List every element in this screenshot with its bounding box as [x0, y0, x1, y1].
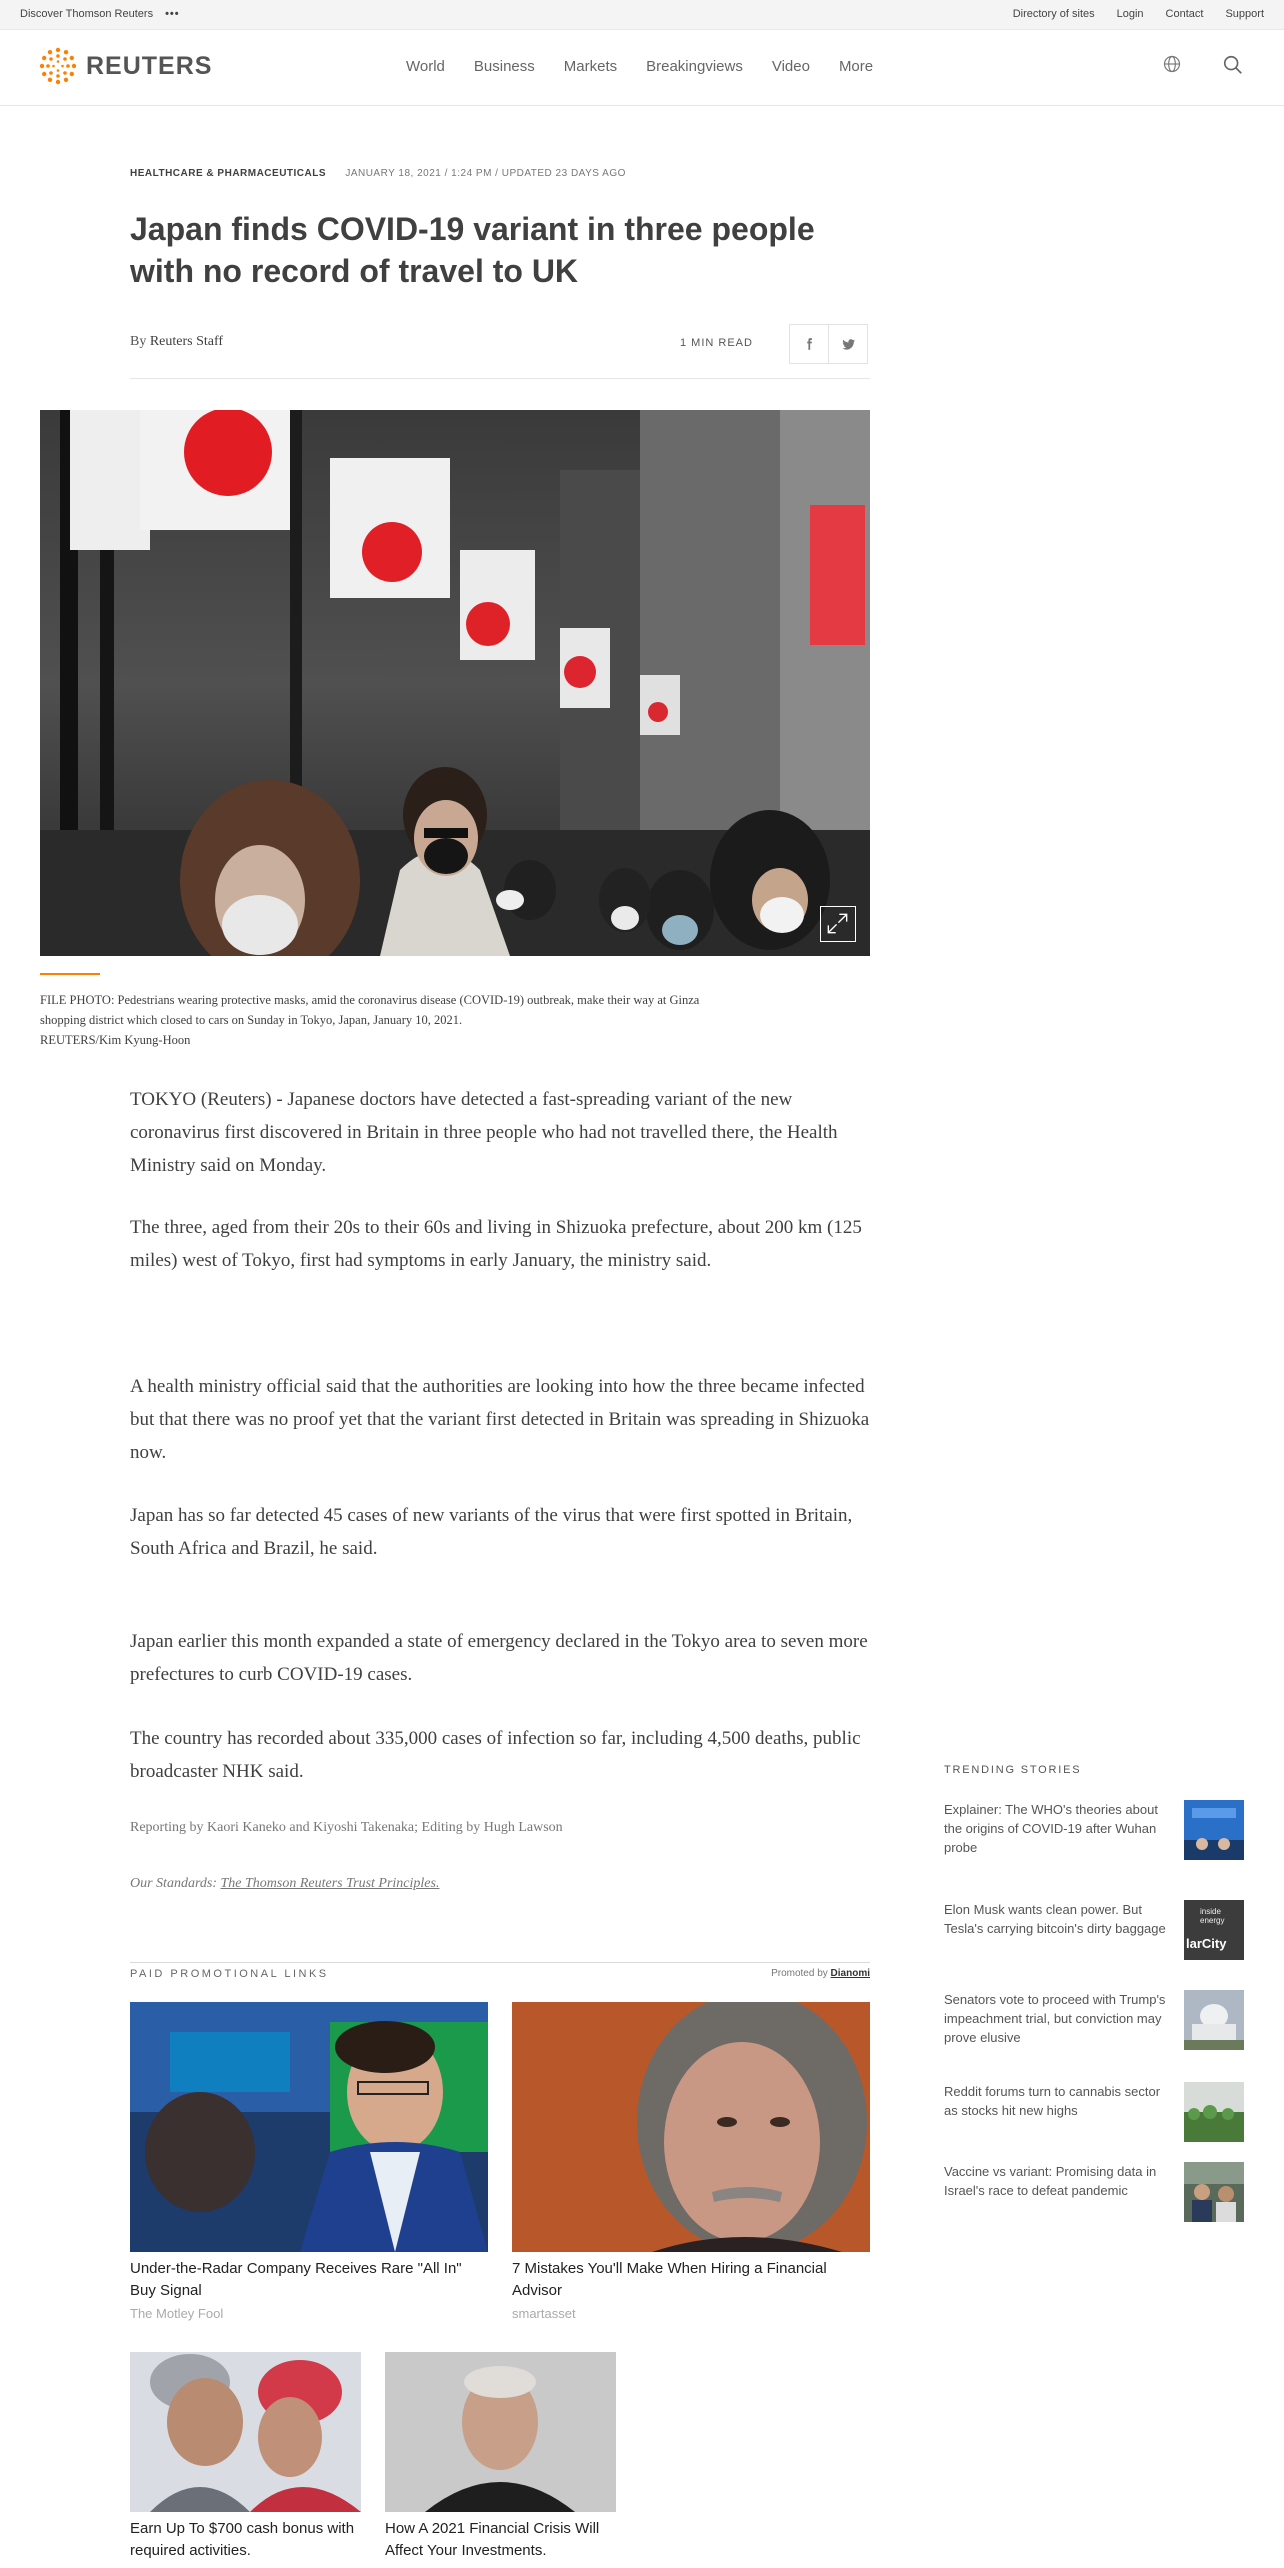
promo-image[interactable]: [512, 2002, 870, 2252]
logo-wordmark: REUTERS: [86, 51, 213, 80]
trending-item[interactable]: [944, 1900, 1244, 1964]
vaccine-clinic-thumb: [1184, 2162, 1244, 2222]
read-time: 1 MIN READ: [680, 337, 753, 349]
section-link[interactable]: HEALTHCARE & PHARMACEUTICALS: [130, 168, 327, 179]
promo-card[interactable]: [385, 2352, 616, 2562]
nav-item-video[interactable]: Video: [771, 58, 810, 75]
trending-thumbnail[interactable]: [1184, 1800, 1244, 1860]
paragraph: The country has recorded about 335,000 cases of infection so far, including 4,500 deaths, public broadcaster NHK said.: [130, 1728, 861, 1782]
twitter-icon: [841, 337, 856, 352]
trending-title[interactable]: Explainer: The WHO's theories about the origins of COVID-19 after Wuhan probe: [944, 1802, 1158, 1855]
article-kicker: [130, 168, 626, 179]
ginza-street-photo: [40, 410, 870, 956]
who-press-thumb: [1184, 1800, 1244, 1860]
promo-card[interactable]: [512, 2002, 870, 2321]
paragraph: Japan has so far detected 45 cases of new variants of the virus that were first spotted in Britain, South Africa and Brazil, he said.: [130, 1505, 853, 1559]
byline: [130, 334, 223, 350]
photo-credit: REUTERS/Kim Kyung-Hoon: [40, 1033, 191, 1047]
header-divider: [130, 378, 870, 379]
nav-item-more[interactable]: More: [838, 58, 874, 75]
trending-thumbnail[interactable]: [1184, 2162, 1244, 2222]
caption-text: FILE PHOTO: Pedestrians wearing protective masks, amid the coronavirus disease (COVID-19) outbreak, make their way at Ginza shopping district which closed to cars on Sunday in Tokyo, Japan, January 10, 2021.: [40, 993, 700, 1027]
trending-thumbnail[interactable]: [1184, 1990, 1244, 2050]
contact-link[interactable]: Contact: [1165, 8, 1204, 20]
share-buttons: [790, 324, 868, 364]
trending-heading: TRENDING STORIES: [944, 1764, 1082, 1776]
promo-divider: [130, 1962, 870, 1963]
thumb-text: energy: [1200, 1916, 1225, 1925]
facebook-share-button[interactable]: [789, 324, 829, 364]
photo-caption: [40, 990, 700, 1050]
promo-card[interactable]: [130, 2352, 361, 2562]
nav-item-breakingviews[interactable]: Breakingviews: [646, 58, 743, 75]
trending-item[interactable]: [944, 1800, 1244, 1864]
promoted-by: [771, 1968, 870, 1979]
promoted-by-label: Promoted by: [771, 1968, 828, 1979]
reuters-logo[interactable]: [38, 46, 212, 86]
reporting-credit: Reporting by Kaori Kaneko and Kiyoshi Takenaka; Editing by Hugh Lawson: [130, 1820, 563, 1835]
trending-title[interactable]: Reddit forums turn to cannabis sector as stocks hit new highs: [944, 2084, 1161, 2118]
promo-image[interactable]: [130, 2352, 361, 2512]
promo-image[interactable]: [130, 2002, 488, 2252]
standards-prefix: Our Standards:: [130, 1876, 217, 1891]
trust-principles-link[interactable]: The Thomson Reuters Trust Principles.: [220, 1876, 440, 1891]
login-link[interactable]: Login: [1116, 8, 1144, 20]
paragraph: The three, aged from their 20s to their 60s and living in Shizuoka prefecture, about 200 km (125 miles) west of Tokyo, first had symptoms in early January, the ministry said.: [130, 1217, 862, 1271]
promo-image[interactable]: [385, 2352, 616, 2512]
trending-item[interactable]: [944, 2082, 1244, 2146]
globe-icon[interactable]: [1162, 54, 1186, 78]
trending-item[interactable]: [944, 2162, 1244, 2226]
our-standards: [130, 1876, 439, 1892]
paragraph: TOKYO (Reuters) - Japanese doctors have detected a fast-spreading variant of the new coronavirus first discovered in Britain in three people who had not travelled there, the Health Ministry said on Monday.: [130, 1089, 838, 1176]
utility-bar: [0, 0, 1284, 30]
advisor-portrait-photo: [512, 2002, 870, 2252]
expand-photo-button[interactable]: [820, 906, 856, 942]
nav-item-markets[interactable]: Markets: [563, 58, 618, 75]
promo-title[interactable]: How A 2021 Financial Crisis Will Affect Your Investments.: [385, 2520, 600, 2559]
promo-source: The Motley Fool: [130, 2306, 224, 2321]
thumb-text: inside: [1200, 1907, 1221, 1916]
paragraph: A health ministry official said that the authorities are looking into how the three became infected but that there was no proof yet that the variant first detected in Britain was spreading in Shizuoka now.: [130, 1376, 870, 1463]
solarcity-thumb: [1184, 1900, 1244, 1960]
facebook-icon: [802, 337, 816, 351]
article-dateline: JANUARY 18, 2021 / 1:24 PM / UPDATED 23 DAYS AGO: [345, 168, 626, 179]
caption-accent-rule: [40, 973, 100, 975]
nav-item-business[interactable]: Business: [473, 58, 535, 75]
promo-source: smartasset: [512, 2306, 576, 2321]
article-headline: Japan finds COVID-19 variant in three people with no record of travel to UK: [130, 211, 815, 289]
older-man-photo: [385, 2352, 616, 2512]
cannabis-greenhouse-thumb: [1184, 2082, 1244, 2142]
trending-title[interactable]: Vaccine vs variant: Promising data in Israel's race to defeat pandemic: [944, 2164, 1157, 2198]
reuters-logo-mark-icon: [38, 46, 78, 86]
byline-prefix: By: [130, 334, 147, 349]
trending-title[interactable]: Senators vote to proceed with Trump's impeachment trial, but conviction may prove elusive: [944, 1992, 1166, 2045]
twitter-share-button[interactable]: [828, 324, 868, 364]
couple-winter-photo: [130, 2352, 361, 2512]
promo-heading: PAID PROMOTIONAL LINKS: [130, 1968, 329, 1980]
directory-of-sites-link[interactable]: Directory of sites: [1012, 8, 1095, 20]
utility-left: [20, 8, 180, 20]
thumb-text: larCity: [1186, 1936, 1227, 1951]
promo-title[interactable]: Under-the-Radar Company Receives Rare "All In" Buy Signal: [130, 2260, 462, 2299]
nav-icons: [1162, 54, 1246, 78]
promo-card[interactable]: [130, 2002, 488, 2321]
support-link[interactable]: Support: [1225, 8, 1264, 20]
nav-item-world[interactable]: World: [406, 58, 445, 75]
nav-menu: [406, 58, 902, 75]
expand-icon: [821, 907, 854, 940]
trending-title[interactable]: Elon Musk wants clean power. But Tesla's carrying bitcoin's dirty baggage: [944, 1902, 1166, 1936]
trending-thumbnail[interactable]: [1184, 1900, 1244, 1960]
search-icon[interactable]: [1222, 54, 1246, 78]
promo-title[interactable]: Earn Up To $700 cash bonus with required activities.: [130, 2520, 355, 2559]
author-link[interactable]: Reuters Staff: [149, 334, 224, 349]
more-dots-button[interactable]: •••: [165, 8, 180, 20]
promo-title[interactable]: 7 Mistakes You'll Make When Hiring a Financial Advisor: [512, 2260, 827, 2299]
capitol-thumb: [1184, 1990, 1244, 2050]
trending-item[interactable]: [944, 1990, 1244, 2054]
trending-thumbnail[interactable]: [1184, 2082, 1244, 2142]
trader-photo: [130, 2002, 488, 2252]
utility-links: [1013, 8, 1264, 20]
dianomi-link[interactable]: Dianomi: [830, 1968, 870, 1979]
main-nav: [0, 30, 1284, 106]
hero-photo[interactable]: [40, 410, 870, 956]
discover-thomson-reuters-link[interactable]: Discover Thomson Reuters: [20, 8, 154, 20]
paragraph: Japan earlier this month expanded a state of emergency declared in the Tokyo area to seven more prefectures to curb COVID-19 cases.: [130, 1631, 868, 1685]
